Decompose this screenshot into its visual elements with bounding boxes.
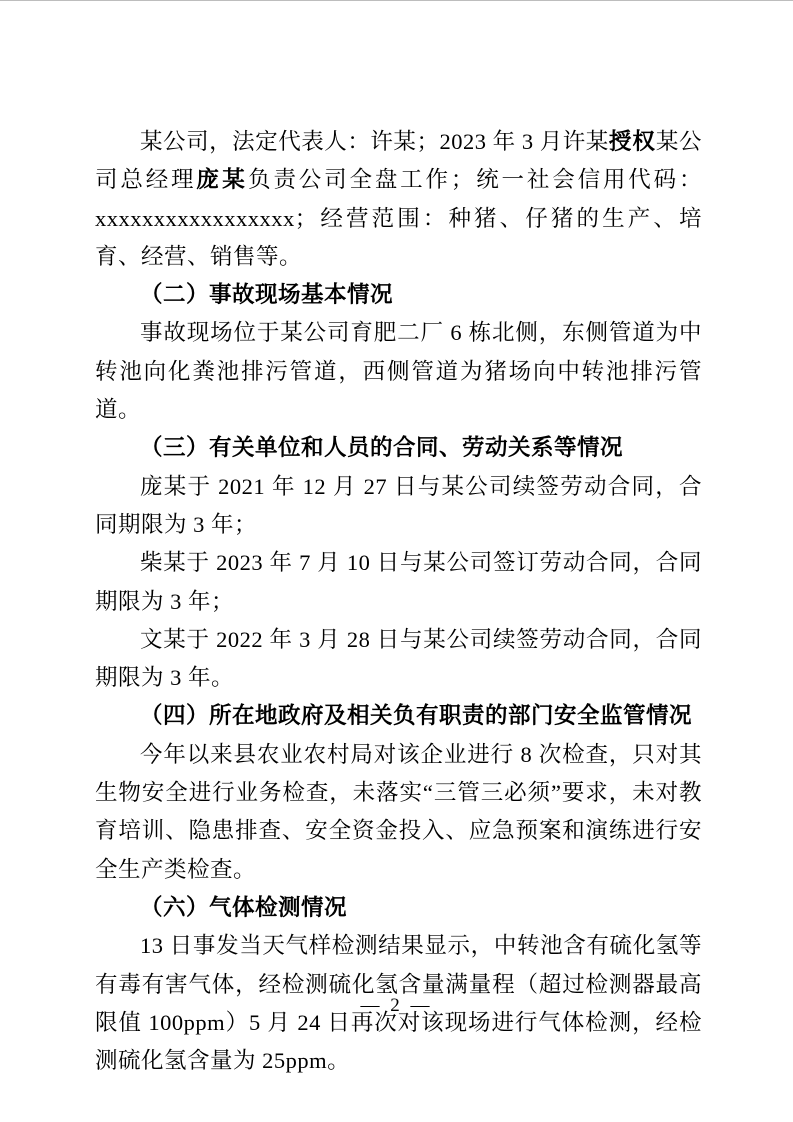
- paragraph-contract-chai: 柴某于 2023 年 7 月 10 日与某公司签订劳动合同，合同期限为 3 年；: [95, 550, 702, 614]
- section-heading-gas-detection: （六）气体检测情况: [140, 894, 348, 920]
- section-heading-labor-relations: （三）有关单位和人员的合同、劳动关系等情况: [140, 435, 624, 461]
- paragraph-contract-pang: 庞某于 2021 年 12 月 27 日与某公司续签劳动合同，合同期限为 3 年；: [95, 473, 702, 537]
- paragraph-accident-scene: 事故现场位于某公司育肥二厂 6 栋北侧，东侧管道为中转池向化粪池排污管道，西侧管道为猪场向中转池排污管道。: [95, 320, 702, 423]
- section-heading-accident-scene: （二）事故现场基本情况: [140, 282, 394, 308]
- paragraph-company-info: [95, 123, 702, 276]
- document-body: [95, 123, 702, 1080]
- bold-term-authorized: 授权: [608, 129, 656, 154]
- footer-page-number: — 2 —: [360, 995, 433, 1016]
- paragraph-gas-detection: 13 日事发当天气样检测结果显示，中转池含有硫化氢等有毒有害气体，经检测硫化氢含量满量程（超过检测器最高限值 100ppm）5 月 24 日再次对该现场进行气体检测，经检测硫化氢含量为 25ppm。: [95, 933, 702, 1074]
- paragraph-contract-wen: 文某于 2022 年 3 月 28 日与某公司续签劳动合同，合同期限为 3 年。: [95, 626, 702, 691]
- paragraph-government-supervision: 今年以来县农业农村局对该企业进行 8 次检查，只对其生物安全进行业务检查，未落实“三管三必须”要求，未对教育培训、隐患排查、安全资金投入、应急预案和演练进行安全生产类检查。: [95, 741, 702, 882]
- text-segment: 负责公司全盘工作；统一社会信用代码：xxxxxxxxxxxxxxxxx；经营范围：种猪、仔猪的生产、培育、经营、销售等。: [95, 167, 702, 269]
- section-heading-government-supervision: （四）所在地政府及相关负有职责的部门安全监管情况: [140, 703, 693, 729]
- bold-term-pang-name: 庞某: [196, 167, 249, 193]
- text-segment: 某公司，法定代表人：许某；2023 年 3 月许某: [140, 129, 609, 154]
- text-segment: 某公司总经理: [95, 129, 702, 193]
